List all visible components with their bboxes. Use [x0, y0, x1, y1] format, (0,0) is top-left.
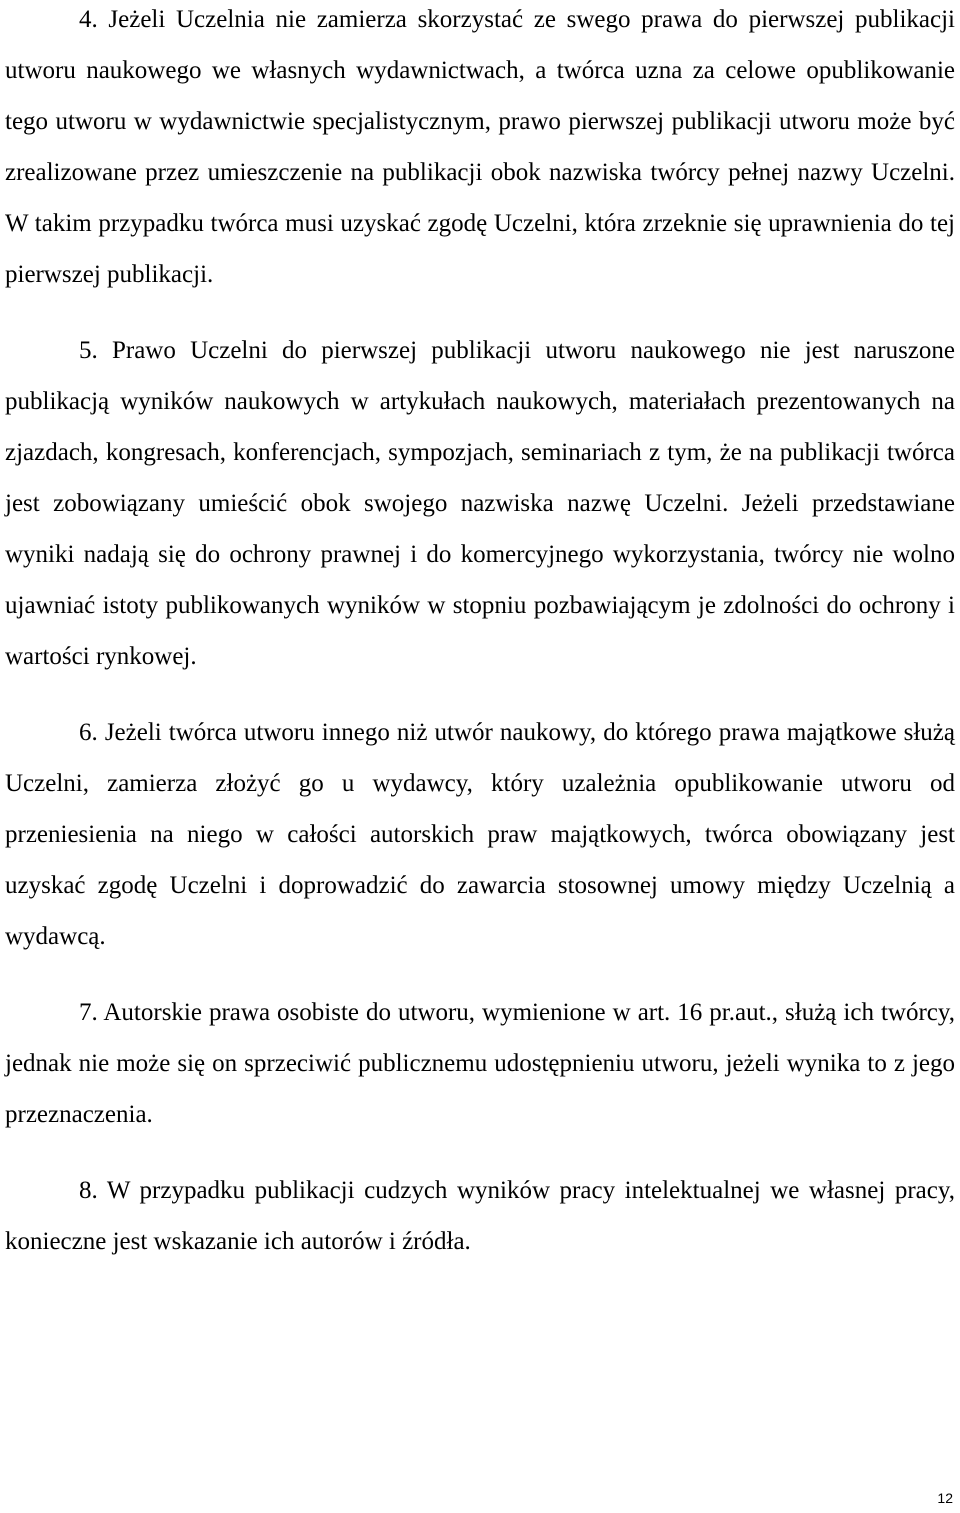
page-number: 12: [937, 1490, 953, 1506]
paragraph-8: 8. W przypadku publikacji cudzych wyników pracy intelektualnej we własnej pracy, konieczne jest wskazanie ich autorów i źródła.: [5, 1177, 955, 1255]
document-page: [5, 0, 955, 1513]
paragraph-7: 7. Autorskie prawa osobiste do utworu, wymienione w art. 16 pr.aut., służą ich twórcy, jednak nie może się on sprzeciwić publicznemu udostępnieniu utworu, jeżeli wynika to z jego przeznaczenia.: [5, 999, 955, 1128]
paragraph-6: 6. Jeżeli twórca utworu innego niż utwór naukowy, do którego prawa majątkowe służą Uczelni, zamierza złożyć go u wydawcy, który uzależnia opublikowanie utworu od przeniesienia na niego w całości autorskich praw majątkowych, twórca obowiązany jest uzyskać zgodę Uczelni i doprowadzić do zawarcia stosownej umowy między Uczelnią a wydawcą.: [5, 719, 955, 950]
paragraph-4: 4. Jeżeli Uczelnia nie zamierza skorzystać ze swego prawa do pierwszej publikacji utworu naukowego we własnych wydawnictwach, a twórca uzna za celowe opublikowanie tego utworu w wydawnictwie specjalistycznym, prawo pierwszej publikacji utworu może być zrealizowane przez umieszczenie na publikacji obok nazwiska twórcy pełnej nazwy Uczelni. W takim przypadku twórca musi uzyskać zgodę Uczelni, która zrzeknie się uprawnienia do tej pierwszej publikacji.: [5, 6, 955, 288]
paragraph-5: 5. Prawo Uczelni do pierwszej publikacji utworu naukowego nie jest naruszone publikacją wyników naukowych w artykułach naukowych, materiałach prezentowanych na zjazdach, kongresach, konferencjach, sympozjach, seminariach z tym, że na publikacji twórca jest zobowiązany umieścić obok swojego nazwiska nazwę Uczelni. Jeżeli przedstawiane wyniki nadają się do ochrony prawnej i do komercyjnego wykorzystania, twórcy nie wolno ujawniać istoty publikowanych wyników w stopniu pozbawiającym je zdolności do ochrony i wartości rynkowej.: [5, 337, 955, 670]
